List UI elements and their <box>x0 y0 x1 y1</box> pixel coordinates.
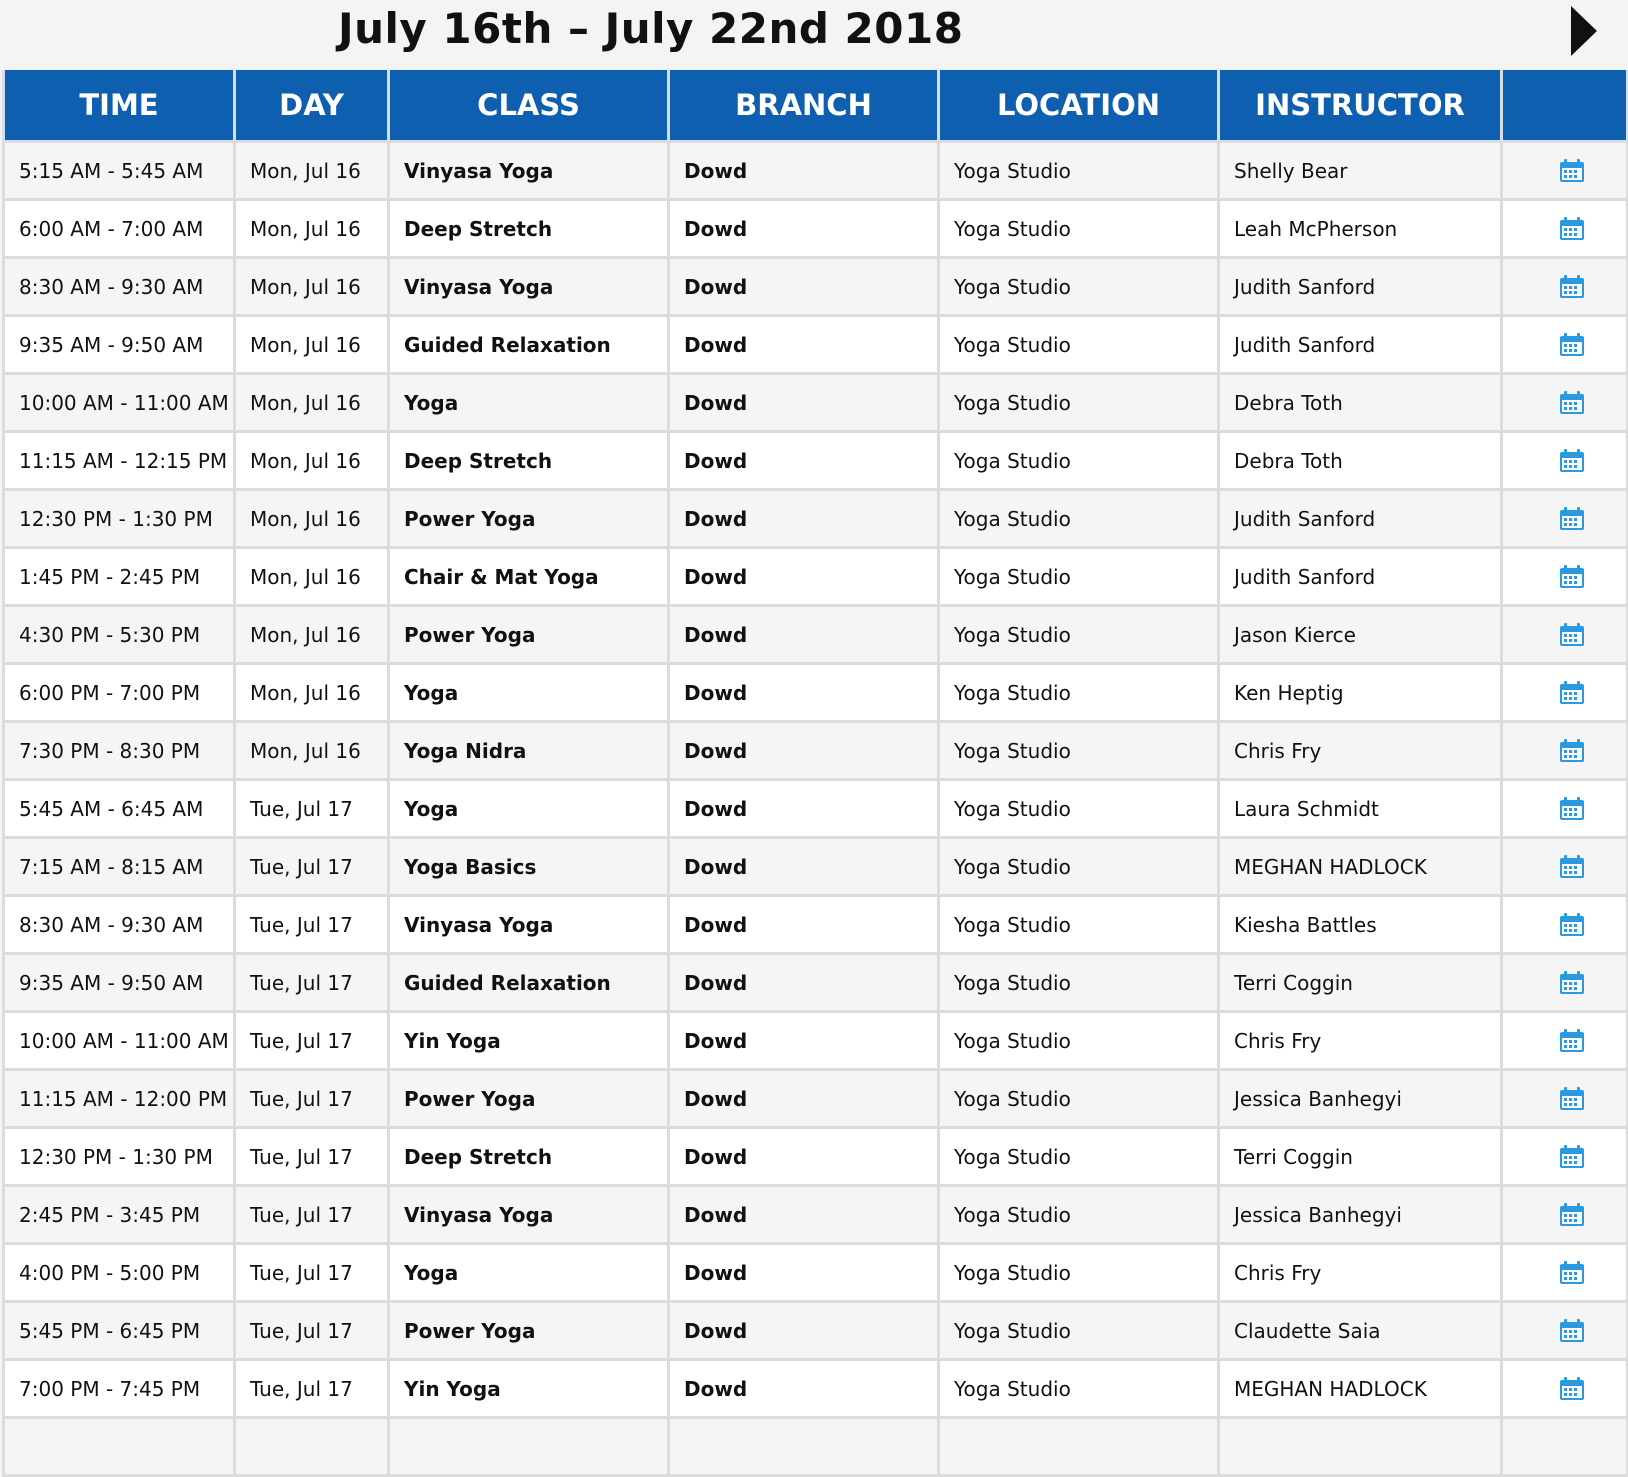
table-row <box>4 896 1628 954</box>
cell-branch: Dowd <box>669 896 939 954</box>
cell-class: Vinyasa Yoga <box>389 1186 669 1244</box>
calendar-icon[interactable] <box>1559 855 1585 879</box>
cell-branch: Dowd <box>669 374 939 432</box>
calendar-icon[interactable] <box>1559 1261 1585 1285</box>
calendar-icon[interactable] <box>1559 449 1585 473</box>
cell-class: Power Yoga <box>389 1302 669 1360</box>
cell-instructor: Shelly Bear <box>1219 142 1502 200</box>
cell-instructor: Laura Schmidt <box>1219 780 1502 838</box>
cell-class: Chair & Mat Yoga <box>389 548 669 606</box>
cell-calendar <box>1502 258 1628 316</box>
schedule-header <box>0 0 1628 70</box>
calendar-icon[interactable] <box>1559 159 1585 183</box>
cell-time: 11:15 AM - 12:00 PM <box>4 1070 235 1128</box>
cell-class: Guided Relaxation <box>389 954 669 1012</box>
calendar-icon[interactable] <box>1559 1087 1585 1111</box>
cell-day: Tue, Jul 17 <box>235 1244 389 1302</box>
cell-instructor: Chris Fry <box>1219 1012 1502 1070</box>
cell-calendar <box>1502 896 1628 954</box>
table-row <box>4 838 1628 896</box>
table-row <box>4 722 1628 780</box>
column-header-location[interactable]: LOCATION <box>939 70 1219 142</box>
calendar-icon[interactable] <box>1559 275 1585 299</box>
calendar-icon[interactable] <box>1559 971 1585 995</box>
cell-branch: Dowd <box>669 1302 939 1360</box>
cell-class: Vinyasa Yoga <box>389 142 669 200</box>
cell-location: Yoga Studio <box>939 200 1219 258</box>
table-row <box>4 1418 1628 1476</box>
cell-time: 5:15 AM - 5:45 AM <box>4 142 235 200</box>
table-row <box>4 606 1628 664</box>
cell-day: Tue, Jul 17 <box>235 1302 389 1360</box>
cell-day: Tue, Jul 17 <box>235 838 389 896</box>
column-header-class[interactable]: CLASS <box>389 70 669 142</box>
cell-calendar <box>1502 664 1628 722</box>
cell-class: Power Yoga <box>389 606 669 664</box>
table-row <box>4 200 1628 258</box>
table-row <box>4 1302 1628 1360</box>
cell-calendar <box>1502 1360 1628 1418</box>
cell-calendar <box>1502 490 1628 548</box>
cell-instructor: Debra Toth <box>1219 374 1502 432</box>
cell-instructor: Claudette Saia <box>1219 1302 1502 1360</box>
cell-calendar <box>1502 200 1628 258</box>
table-row <box>4 1186 1628 1244</box>
cell-calendar <box>1502 1186 1628 1244</box>
cell-day: Tue, Jul 17 <box>235 896 389 954</box>
calendar-icon[interactable] <box>1559 681 1585 705</box>
cell-instructor: Debra Toth <box>1219 432 1502 490</box>
cell-branch: Dowd <box>669 316 939 374</box>
cell-instructor: Leah McPherson <box>1219 200 1502 258</box>
column-header-day[interactable]: DAY <box>235 70 389 142</box>
cell-time: 11:15 AM - 12:15 PM <box>4 432 235 490</box>
schedule-table <box>2 70 1628 1477</box>
calendar-icon[interactable] <box>1559 1203 1585 1227</box>
table-row <box>4 258 1628 316</box>
calendar-icon[interactable] <box>1559 1145 1585 1169</box>
table-row <box>4 374 1628 432</box>
cell-location: Yoga Studio <box>939 548 1219 606</box>
cell-day: Mon, Jul 16 <box>235 664 389 722</box>
week-title: July 16th – July 22nd 2018 <box>338 4 964 53</box>
calendar-icon[interactable] <box>1559 1377 1585 1401</box>
cell-time: 8:30 AM - 9:30 AM <box>4 258 235 316</box>
cell-time: 9:35 AM - 9:50 AM <box>4 954 235 1012</box>
cell-time: 7:00 PM - 7:45 PM <box>4 1360 235 1418</box>
cell-time: 7:30 PM - 8:30 PM <box>4 722 235 780</box>
cell-day: Mon, Jul 16 <box>235 200 389 258</box>
cell-day <box>235 1418 389 1476</box>
cell-branch: Dowd <box>669 780 939 838</box>
cell-class: Vinyasa Yoga <box>389 896 669 954</box>
table-row <box>4 1244 1628 1302</box>
cell-calendar <box>1502 722 1628 780</box>
cell-calendar <box>1502 1128 1628 1186</box>
cell-branch: Dowd <box>669 1070 939 1128</box>
table-row <box>4 780 1628 838</box>
calendar-icon[interactable] <box>1559 217 1585 241</box>
cell-instructor: Judith Sanford <box>1219 258 1502 316</box>
cell-instructor: Jason Kierce <box>1219 606 1502 664</box>
cell-branch: Dowd <box>669 432 939 490</box>
cell-calendar <box>1502 1244 1628 1302</box>
cell-location: Yoga Studio <box>939 1244 1219 1302</box>
cell-branch: Dowd <box>669 200 939 258</box>
cell-branch: Dowd <box>669 722 939 780</box>
cell-branch: Dowd <box>669 1128 939 1186</box>
cell-location: Yoga Studio <box>939 1302 1219 1360</box>
cell-branch: Dowd <box>669 954 939 1012</box>
cell-location: Yoga Studio <box>939 664 1219 722</box>
cell-time: 10:00 AM - 11:00 AM <box>4 374 235 432</box>
next-arrow-icon[interactable] <box>1571 6 1597 56</box>
cell-time: 4:30 PM - 5:30 PM <box>4 606 235 664</box>
cell-class: Deep Stretch <box>389 1128 669 1186</box>
calendar-icon[interactable] <box>1559 797 1585 821</box>
column-header-time[interactable]: TIME <box>4 70 235 142</box>
cell-day: Tue, Jul 17 <box>235 1186 389 1244</box>
cell-calendar <box>1502 316 1628 374</box>
cell-day: Mon, Jul 16 <box>235 258 389 316</box>
cell-location: Yoga Studio <box>939 606 1219 664</box>
cell-time: 6:00 PM - 7:00 PM <box>4 664 235 722</box>
cell-calendar <box>1502 548 1628 606</box>
cell-calendar <box>1502 374 1628 432</box>
cell-location: Yoga Studio <box>939 316 1219 374</box>
cell-calendar <box>1502 432 1628 490</box>
cell-calendar <box>1502 838 1628 896</box>
cell-day: Mon, Jul 16 <box>235 548 389 606</box>
cell-class: Deep Stretch <box>389 432 669 490</box>
cell-location: Yoga Studio <box>939 432 1219 490</box>
calendar-icon[interactable] <box>1559 623 1585 647</box>
cell-time: 7:15 AM - 8:15 AM <box>4 838 235 896</box>
cell-location: Yoga Studio <box>939 838 1219 896</box>
cell-instructor: Chris Fry <box>1219 1244 1502 1302</box>
cell-branch: Dowd <box>669 664 939 722</box>
cell-class: Deep Stretch <box>389 200 669 258</box>
cell-day: Tue, Jul 17 <box>235 1012 389 1070</box>
cell-calendar <box>1502 606 1628 664</box>
cell-day: Tue, Jul 17 <box>235 1128 389 1186</box>
calendar-icon[interactable] <box>1559 391 1585 415</box>
cell-day: Mon, Jul 16 <box>235 606 389 664</box>
cell-location: Yoga Studio <box>939 258 1219 316</box>
calendar-icon[interactable] <box>1559 913 1585 937</box>
cell-location: Yoga Studio <box>939 142 1219 200</box>
cell-class: Yoga <box>389 664 669 722</box>
cell-class: Power Yoga <box>389 1070 669 1128</box>
cell-branch: Dowd <box>669 606 939 664</box>
cell-time: 12:30 PM - 1:30 PM <box>4 490 235 548</box>
calendar-icon[interactable] <box>1559 739 1585 763</box>
cell-day: Mon, Jul 16 <box>235 374 389 432</box>
cell-branch: Dowd <box>669 258 939 316</box>
cell-branch: Dowd <box>669 838 939 896</box>
cell-time: 5:45 PM - 6:45 PM <box>4 1302 235 1360</box>
cell-time: 5:45 AM - 6:45 AM <box>4 780 235 838</box>
cell-location: Yoga Studio <box>939 954 1219 1012</box>
cell-instructor: Terri Coggin <box>1219 1128 1502 1186</box>
cell-calendar <box>1502 1012 1628 1070</box>
cell-calendar <box>1502 142 1628 200</box>
cell-calendar <box>1502 954 1628 1012</box>
cell-location: Yoga Studio <box>939 1360 1219 1418</box>
cell-branch: Dowd <box>669 548 939 606</box>
cell-class: Vinyasa Yoga <box>389 258 669 316</box>
cell-branch: Dowd <box>669 490 939 548</box>
cell-branch: Dowd <box>669 1360 939 1418</box>
cell-calendar <box>1502 1418 1628 1476</box>
cell-location: Yoga Studio <box>939 780 1219 838</box>
cell-branch: Dowd <box>669 1186 939 1244</box>
cell-branch: Dowd <box>669 1012 939 1070</box>
table-row <box>4 1012 1628 1070</box>
cell-class: Yin Yoga <box>389 1360 669 1418</box>
calendar-icon[interactable] <box>1559 1029 1585 1053</box>
cell-day: Mon, Jul 16 <box>235 142 389 200</box>
cell-instructor: Judith Sanford <box>1219 316 1502 374</box>
cell-class: Yoga Nidra <box>389 722 669 780</box>
column-header-branch[interactable]: BRANCH <box>669 70 939 142</box>
column-header-calendar <box>1502 70 1628 142</box>
cell-branch <box>669 1418 939 1476</box>
table-row <box>4 1360 1628 1418</box>
cell-day: Tue, Jul 17 <box>235 954 389 1012</box>
cell-day: Tue, Jul 17 <box>235 1070 389 1128</box>
cell-time <box>4 1418 235 1476</box>
cell-time: 12:30 PM - 1:30 PM <box>4 1128 235 1186</box>
cell-class: Guided Relaxation <box>389 316 669 374</box>
cell-instructor <box>1219 1418 1502 1476</box>
cell-location: Yoga Studio <box>939 1128 1219 1186</box>
cell-day: Mon, Jul 16 <box>235 432 389 490</box>
table-row <box>4 490 1628 548</box>
table-row <box>4 142 1628 200</box>
cell-branch: Dowd <box>669 142 939 200</box>
cell-class: Yoga Basics <box>389 838 669 896</box>
cell-location <box>939 1418 1219 1476</box>
cell-instructor: Terri Coggin <box>1219 954 1502 1012</box>
cell-time: 4:00 PM - 5:00 PM <box>4 1244 235 1302</box>
cell-location: Yoga Studio <box>939 722 1219 780</box>
cell-location: Yoga Studio <box>939 374 1219 432</box>
cell-class: Yoga <box>389 374 669 432</box>
cell-location: Yoga Studio <box>939 896 1219 954</box>
table-row <box>4 316 1628 374</box>
cell-instructor: Ken Heptig <box>1219 664 1502 722</box>
cell-class: Power Yoga <box>389 490 669 548</box>
cell-time: 1:45 PM - 2:45 PM <box>4 548 235 606</box>
cell-day: Mon, Jul 16 <box>235 316 389 374</box>
cell-instructor: Chris Fry <box>1219 722 1502 780</box>
cell-instructor: Kiesha Battles <box>1219 896 1502 954</box>
table-row <box>4 954 1628 1012</box>
cell-location: Yoga Studio <box>939 490 1219 548</box>
cell-instructor: MEGHAN HADLOCK <box>1219 1360 1502 1418</box>
cell-instructor: Jessica Banhegyi <box>1219 1186 1502 1244</box>
cell-time: 2:45 PM - 3:45 PM <box>4 1186 235 1244</box>
table-row <box>4 548 1628 606</box>
cell-instructor: Jessica Banhegyi <box>1219 1070 1502 1128</box>
cell-instructor: Judith Sanford <box>1219 490 1502 548</box>
calendar-icon[interactable] <box>1559 333 1585 357</box>
cell-class <box>389 1418 669 1476</box>
cell-calendar <box>1502 1302 1628 1360</box>
cell-location: Yoga Studio <box>939 1070 1219 1128</box>
cell-time: 6:00 AM - 7:00 AM <box>4 200 235 258</box>
table-row <box>4 1070 1628 1128</box>
cell-time: 9:35 AM - 9:50 AM <box>4 316 235 374</box>
cell-class: Yoga <box>389 1244 669 1302</box>
cell-instructor: MEGHAN HADLOCK <box>1219 838 1502 896</box>
table-row <box>4 1128 1628 1186</box>
cell-class: Yin Yoga <box>389 1012 669 1070</box>
column-header-instructor[interactable]: INSTRUCTOR <box>1219 70 1502 142</box>
cell-location: Yoga Studio <box>939 1186 1219 1244</box>
table-header-row <box>4 70 1628 142</box>
cell-location: Yoga Studio <box>939 1012 1219 1070</box>
cell-instructor: Judith Sanford <box>1219 548 1502 606</box>
table-row <box>4 432 1628 490</box>
table-row <box>4 664 1628 722</box>
cell-time: 10:00 AM - 11:00 AM <box>4 1012 235 1070</box>
cell-day: Mon, Jul 16 <box>235 722 389 780</box>
cell-calendar <box>1502 1070 1628 1128</box>
calendar-icon[interactable] <box>1559 565 1585 589</box>
schedule-body <box>4 142 1628 1476</box>
calendar-icon[interactable] <box>1559 507 1585 531</box>
cell-class: Yoga <box>389 780 669 838</box>
cell-branch: Dowd <box>669 1244 939 1302</box>
cell-day: Mon, Jul 16 <box>235 490 389 548</box>
cell-day: Tue, Jul 17 <box>235 1360 389 1418</box>
cell-day: Tue, Jul 17 <box>235 780 389 838</box>
calendar-icon[interactable] <box>1559 1319 1585 1343</box>
cell-calendar <box>1502 780 1628 838</box>
cell-time: 8:30 AM - 9:30 AM <box>4 896 235 954</box>
